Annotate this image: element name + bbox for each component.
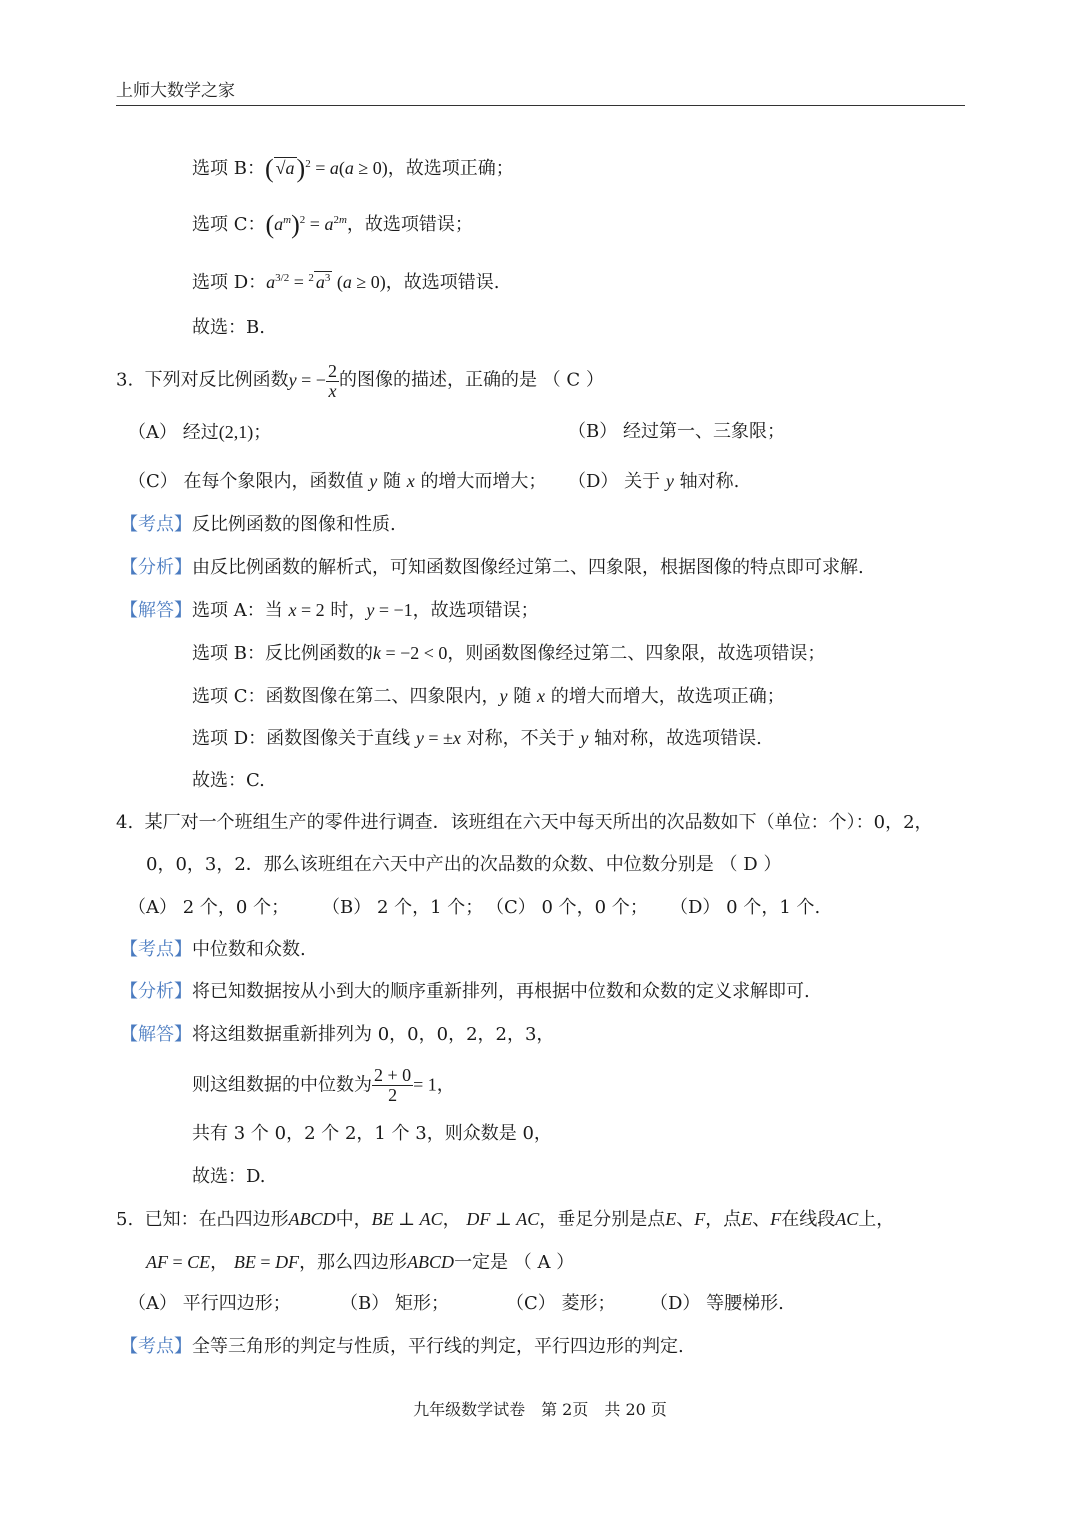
q3-jieda-c: 选项 C：函数图像在第二、四象限内，y 随 x 的增大而增大，故选项正确； — [192, 686, 785, 707]
q4-option-b: （B） 2 个，1 个； — [322, 897, 484, 918]
q4-option-c: （C） 0 个，0 个； — [486, 897, 648, 918]
q3-fenxi: 【分析】由反比例函数的解析式，可知函数图像经过第二、四象限，根据图像的特点即可求解. — [120, 557, 864, 578]
q3-option-c: （C） 在每个象限内，函数值 y 随 x 的增大而增大； — [128, 471, 547, 492]
q2-option-c: 选项 C：$(a^m)^2 = a^{2m}$，故选项错误； — [192, 210, 473, 239]
page-header: 上师大数学之家 — [116, 76, 965, 106]
q3-jieda-b: 选项 B：反比例函数的k = −2 < 0，则函数图像经过第二、四象限，故选项错误； — [192, 643, 826, 664]
q3-jieda-d: 选项 D：函数图像关于直线 y = ±x 对称，不关于 y 轴对称，故选项错误. — [192, 728, 762, 749]
q4-kaodian: 【考点】中位数和众数. — [120, 939, 306, 960]
q3-jieda-a: 【解答】选项 A：当 x = 2 时，y = −1，故选项错误； — [120, 600, 539, 621]
q4-stem-2: 0，0，3，2．那么该班组在六天中产出的次品数的众数、中位数分别是 （ D ） — [146, 854, 782, 875]
page-footer: 九年级数学试卷 第 2页 共 20 页 — [413, 1400, 667, 1419]
q3-option-b: （B） 经过第一、三象限； — [568, 421, 785, 442]
q4-option-a: （A） 2 个，0 个； — [128, 897, 290, 918]
q4-jieda-1: 【解答】将这组数据重新排列为 0，0，0，2，2，3， — [120, 1024, 555, 1045]
q4-jieda-3: 共有 3 个 0，2 个 2，1 个 3，则众数是 0， — [192, 1123, 552, 1144]
q4-stem-1: 4. 某厂对一个班组生产的零件进行调查．该班组在六天中每天所出的次品数如下（单位：个）：0，2， — [116, 812, 933, 833]
q3-option-a: （A） 经过(2,1)； — [128, 422, 272, 443]
q5-option-d: （D） 等腰梯形. — [650, 1293, 784, 1314]
q5-stem-1: 5. 已知：在凸四边形ABCD中，BE ⊥ AC， DF ⊥ AC，垂足分别是点E、F，点E、F在线段AC上， — [116, 1209, 895, 1230]
q4-jieda-2: 则这组数据的中位数为 $\frac{2 + 0}{2}$ = 1， — [192, 1065, 455, 1105]
q4-option-d: （D） 0 个，1 个. — [670, 897, 821, 918]
q5-option-c: （C） 菱形； — [506, 1293, 616, 1314]
q4-answer: 故选：D. — [192, 1166, 266, 1187]
q2-option-d: 选项 D：$a^{3/2} = ^2$ $a^3$ (a ≥ 0)，故选项错误. — [192, 272, 500, 293]
q3-kaodian: 【考点】反比例函数的图像和性质. — [120, 514, 396, 535]
q5-option-a: （A） 平行四边形； — [128, 1293, 291, 1314]
q3-stem: 3. 下列对反比例函数y = − $\frac{2}{x}$ 的图像的描述，正确的是 （ C ） — [116, 361, 604, 401]
q3-option-d: （D） 关于 y 轴对称. — [568, 471, 740, 492]
q2-option-b: 选项 B：( √a)$^2$ = a(a ≥ 0)，故选项正确； — [192, 154, 514, 183]
q5-stem-2: AF = CE， BE = DF，那么四边形ABCD一定是 （ A ） — [146, 1252, 575, 1273]
q5-kaodian: 【考点】全等三角形的判定与性质，平行线的判定，平行四边形的判定. — [120, 1336, 684, 1357]
q2-answer: 故选：B. — [192, 317, 265, 338]
q3-answer: 故选：C. — [192, 770, 265, 791]
q4-fenxi: 【分析】将已知数据按从小到大的顺序重新排列，再根据中位数和众数的定义求解即可. — [120, 981, 810, 1002]
q5-option-b: （B） 矩形； — [340, 1293, 449, 1314]
